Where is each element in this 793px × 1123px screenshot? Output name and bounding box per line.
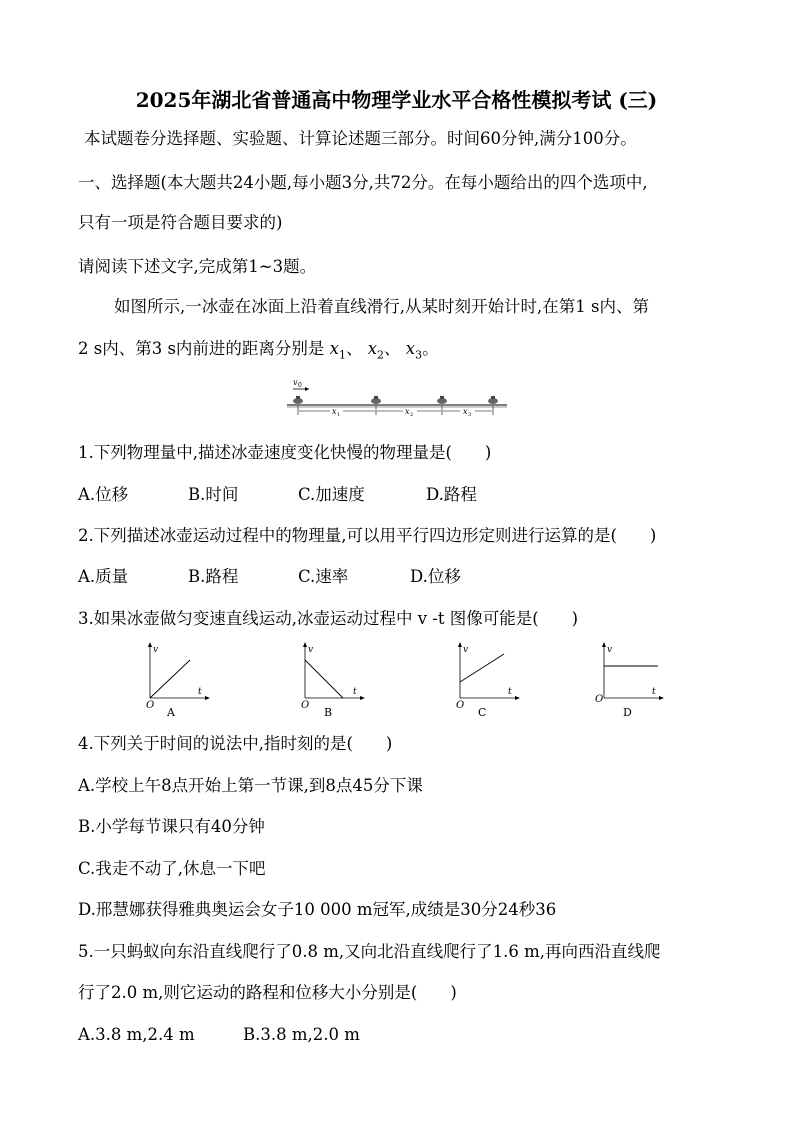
graph-b-origin: O	[301, 700, 310, 711]
v0-label: v	[293, 378, 298, 387]
q5-stem-line2: 行了2.0 m,则它运动的路程和位移大小分别是( )	[78, 983, 457, 1002]
q1-option-b[interactable]: B.时间	[188, 485, 239, 504]
var-x3-sub: 3	[415, 348, 423, 362]
q5-option-b[interactable]: B.3.8 m,2.0 m	[243, 1025, 360, 1044]
q4-option-c[interactable]: C.我走不动了,休息一下吧	[78, 859, 266, 878]
q1-stem: 1.下列物理量中,描述冰壶速度变化快慢的物理量是( )	[78, 443, 492, 462]
page-title: 2025年湖北省普通高中物理学业水平合格性模拟考试 (三)	[135, 88, 658, 112]
q2-option-a[interactable]: A.质量	[78, 567, 129, 586]
graph-d[interactable]	[592, 640, 672, 720]
passage-line2	[78, 338, 439, 366]
passage-line1: 如图所示,一冰壶在冰面上沿着直线滑行,从某时刻开始计时,在第1 s内、第	[114, 297, 649, 316]
curling-figure	[285, 375, 510, 423]
svg-text:1: 1	[337, 412, 341, 418]
graph-d-origin: O	[595, 694, 604, 705]
passage-line2-prefix: 2 s内、第3 s内前进的距离分别是	[78, 339, 325, 358]
end-mark: 。	[422, 339, 439, 358]
var-x2-sub: 2	[377, 348, 385, 362]
section-heading-line2: 只有一项是符合题目要求的)	[78, 213, 283, 232]
q2-option-d[interactable]: D.位移	[410, 567, 461, 586]
q4-stem: 4.下列关于时间的说法中,指时刻的是( )	[78, 734, 393, 753]
intro-text: 本试题卷分选择题、实验题、计算论述题三部分。时间60分钟,满分100分。	[84, 129, 637, 148]
q5-stem-line1: 5.一只蚂蚁向东沿直线爬行了0.8 m,又向北沿直线爬行了1.6 m,再向西沿直线爬	[78, 942, 661, 961]
x1-label: x	[332, 407, 337, 416]
graph-c-origin: O	[456, 700, 465, 711]
graph-b[interactable]	[293, 640, 373, 720]
graph-c[interactable]	[448, 640, 528, 720]
v0-sub: 0	[298, 382, 302, 389]
section-heading-line1: 一、选择题(本大题共24小题,每小题3分,共72分。在每小题给出的四个选项中,	[78, 173, 648, 192]
svg-text:3: 3	[468, 412, 472, 418]
q4-option-d[interactable]: D.邢慧娜获得雅典奥运会女子10 000 m冠军,成绩是30分24秒36	[78, 900, 557, 919]
svg-text:2: 2	[410, 412, 414, 418]
graph-a-v-label: v	[153, 645, 159, 655]
graph-c-t-label: t	[508, 687, 512, 697]
sep1: 、	[345, 339, 363, 358]
graph-a-label: A	[167, 706, 175, 719]
var-x1: x	[329, 339, 339, 358]
graph-c-v-label: v	[463, 645, 469, 655]
var-x1-sub: 1	[338, 348, 346, 362]
graph-b-label: B	[324, 706, 333, 719]
graph-d-t-label: t	[652, 687, 656, 697]
q5-option-a[interactable]: A.3.8 m,2.4 m	[78, 1025, 195, 1044]
var-x2: x	[367, 339, 378, 358]
graph-a-t-label: t	[198, 687, 202, 697]
graph-b-t-label: t	[353, 687, 357, 697]
graph-b-v-label: v	[308, 645, 314, 655]
q3-stem: 3.如果冰壶做匀变速直线运动,冰壶运动过程中 v -t 图像可能是( )	[78, 609, 579, 628]
q2-option-b[interactable]: B.路程	[188, 567, 239, 586]
q2-option-c[interactable]: C.速率	[298, 567, 349, 586]
sep2: 、	[384, 339, 401, 358]
x2-label: x	[405, 407, 410, 416]
graph-a-origin: O	[146, 700, 155, 711]
graph-d-label: D	[623, 706, 632, 719]
q1-option-d[interactable]: D.路程	[426, 485, 477, 504]
graph-d-v-label: v	[607, 645, 613, 655]
var-x3: x	[405, 339, 416, 358]
x3-label: x	[463, 407, 468, 416]
q4-option-b[interactable]: B.小学每节课只有40分钟	[78, 817, 265, 836]
q1-option-a[interactable]: A.位移	[78, 485, 129, 504]
q4-option-a[interactable]: A.学校上午8点开始上第一节课,到8点45分下课	[78, 776, 423, 795]
q1-option-c[interactable]: C.加速度	[298, 485, 365, 504]
q2-stem: 2.下列描述冰壶运动过程中的物理量,可以用平行四边形定则进行运算的是( )	[78, 526, 657, 545]
read-prompt: 请阅读下述文字,完成第1~3题。	[78, 257, 317, 276]
graph-a[interactable]	[138, 640, 218, 720]
graph-c-label: C	[478, 706, 487, 719]
